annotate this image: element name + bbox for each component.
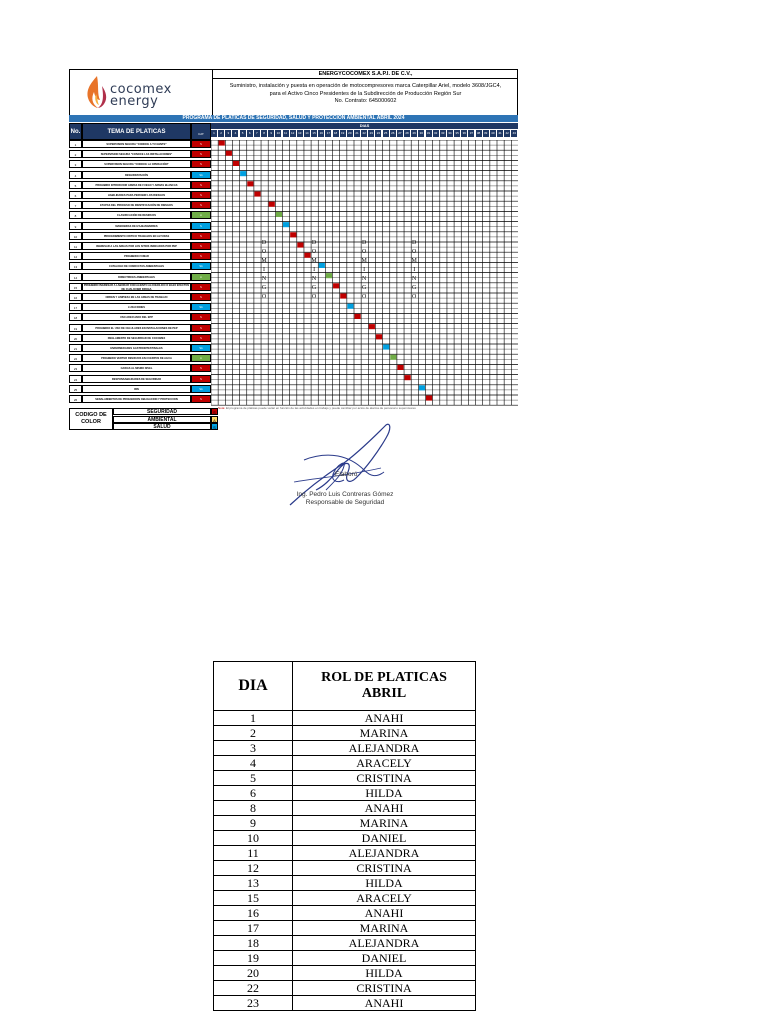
table-row	[214, 741, 476, 756]
table-row	[214, 966, 476, 981]
column-header-no: No.	[69, 123, 82, 140]
sunday-letter: D	[261, 240, 267, 246]
signer-name: Ing. Pedro Luis Contreras Gómez	[296, 491, 394, 498]
sunday-letter: O	[412, 294, 417, 300]
speaker-cell: HILDA	[293, 786, 476, 801]
day-number: 28	[405, 131, 409, 135]
topic-category: SA	[191, 171, 211, 179]
table-row	[214, 891, 476, 906]
scheduled-talk-cell	[390, 355, 396, 360]
sunday-letter: O	[412, 249, 417, 255]
scheduled-talk-cell	[269, 202, 275, 207]
topic-category: S	[191, 293, 211, 301]
topic-title: SUPERVISION SEGURA "CONOCE LAS INSTALACIONES"	[82, 150, 191, 158]
scheduled-talk-cell	[226, 151, 232, 156]
day-cell: 20	[214, 966, 293, 981]
day-number: 36	[462, 131, 466, 135]
column-header-rol	[293, 662, 476, 711]
note-text: El programa de platicas puede variar en función de las actividades en trabajo y puede cambiar por actos de alarma de personal o supervisores	[226, 406, 416, 410]
topic-category: SA	[191, 262, 211, 270]
company-name: ENERGYCOCOMEX S.A.P.I. DE C.V.,	[213, 71, 518, 79]
speaker-cell: HILDA	[293, 876, 476, 891]
topic-category: S	[191, 222, 211, 230]
speaker-cell: ARACELY	[293, 756, 476, 771]
topic-category: SA	[191, 344, 211, 352]
sunday-letter: O	[261, 249, 267, 255]
rol-title-line-2: ABRIL	[361, 686, 407, 701]
day-cell: 13	[214, 876, 293, 891]
day-number: 26	[391, 131, 395, 135]
scheduled-talk-cell	[219, 141, 225, 146]
scheduled-talk-cell	[426, 396, 432, 401]
topic-title: USO ADECUADO DEL EPP	[82, 313, 191, 321]
topic-title: PROCEDIMIENTO CRITICO TRABAJOS EN ALTURAS	[82, 232, 191, 240]
scheduled-talk-cell	[383, 345, 389, 350]
scheduled-talk-cell	[355, 314, 361, 319]
table-row	[214, 951, 476, 966]
speaker-cell: ANAHI	[293, 996, 476, 1011]
topic-number: 20	[69, 334, 82, 342]
column-header-tema: TEMA DE PLATICAS	[82, 123, 191, 140]
sunday-letter: M	[311, 258, 317, 264]
topic-number: 6	[69, 191, 82, 199]
day-number: 37	[469, 131, 474, 135]
topic-title: ENFERMEDADES GASTROINTESTINALES	[82, 344, 191, 352]
table-row	[214, 756, 476, 771]
table-row	[214, 906, 476, 921]
topic-category: S	[191, 160, 211, 168]
topic-number: 4	[69, 171, 82, 179]
day-number: 35	[455, 131, 459, 135]
topic-category: S	[191, 242, 211, 250]
sunday-letter: M	[411, 258, 417, 264]
table-row	[214, 981, 476, 996]
scheduled-talk-cell	[419, 385, 425, 390]
scheduled-talk-cell	[333, 283, 339, 288]
day-number: 6	[247, 130, 253, 137]
scheduled-talk-cell	[397, 365, 403, 370]
topic-number: 18	[69, 313, 82, 321]
day-number: 43	[512, 131, 516, 135]
table-row	[214, 771, 476, 786]
topic-title: DIRECTRICES AMBIENTALES	[82, 273, 191, 281]
topic-title: PROHIBIDO FUMAR	[82, 252, 191, 260]
sunday-letter: M	[361, 258, 367, 264]
topic-category: SA	[191, 385, 211, 393]
signer-role: Responsable de Seguridad	[305, 499, 385, 506]
speaker-cell: ARACELY	[293, 891, 476, 906]
day-number: 24	[376, 131, 381, 135]
topic-number: 11	[69, 242, 82, 250]
sunday-letter: N	[261, 276, 267, 282]
topic-title: INGRESAR A LAS AREAS POR LOS SITIOS INDICADOS POR PEP	[82, 242, 191, 250]
topic-title: SUPERVISION SEGURA "CONOCE A TU GENTE"	[82, 140, 191, 148]
speaker-cell: ANAHI	[293, 711, 476, 726]
sunday-letter: G	[261, 285, 267, 291]
day-number: 8	[261, 130, 267, 137]
speaker-cell: DANIEL	[293, 951, 476, 966]
table-row	[214, 921, 476, 936]
day-number: 30	[419, 131, 424, 135]
sunday-letter: I	[313, 267, 316, 273]
sunday-letter: D	[311, 240, 317, 246]
topic-number: 10	[69, 232, 82, 240]
topic-category: S	[191, 334, 211, 342]
topic-category: SA	[191, 303, 211, 311]
topic-number: 23	[69, 364, 82, 372]
day-number: 40	[491, 131, 495, 135]
topic-category: S	[191, 232, 211, 240]
day-cell: 22	[214, 981, 293, 996]
table-row	[214, 936, 476, 951]
scheduled-talk-cell	[290, 232, 296, 237]
speaker-cell: MARINA	[293, 816, 476, 831]
topic-number: 17	[69, 303, 82, 311]
scheduled-talk-cell	[304, 253, 310, 258]
program-title: PROGRAMA DE PLATICAS DE SEGURIDAD, SALUD Y PROTECCIÓN AMBIENTAL ABRIL 2024	[69, 115, 518, 122]
scheduled-talk-cell	[405, 375, 411, 380]
topic-category: S	[191, 324, 211, 332]
topic-title: RESPONSABILIDADES DE SEGURIDAD	[82, 375, 191, 383]
table-row	[214, 801, 476, 816]
topic-number: 22	[69, 354, 82, 362]
topic-category: S	[191, 150, 211, 158]
topic-number: 24	[69, 375, 82, 383]
day-number: 17	[326, 131, 331, 135]
topic-title: IDIS	[82, 385, 191, 393]
scheduled-talk-cell	[347, 304, 353, 309]
speaker-cell: MARINA	[293, 921, 476, 936]
topic-title: ORDEN Y LIMPIEZA EN LAS AREAS DE TRABAJO	[82, 293, 191, 301]
table-row	[214, 861, 476, 876]
topic-category: A	[191, 354, 211, 362]
day-number: 10	[276, 131, 281, 135]
topic-title: DESHIDRATACIÓN	[82, 171, 191, 179]
table-row	[214, 831, 476, 846]
day-cell: 6	[214, 786, 293, 801]
topic-category: S	[191, 313, 211, 321]
day-number: 22	[362, 131, 366, 135]
day-number: 31	[426, 131, 431, 135]
topic-number: 12	[69, 252, 82, 260]
day-number: 21	[355, 131, 359, 135]
scheduled-talk-cell	[247, 181, 253, 186]
sunday-letter: I	[263, 267, 266, 273]
contract-line-1: Suministro, instalación y puesta en operación de motocompresores marca Caterpillar Ariel, modelo 3608/JGC4,	[229, 83, 502, 89]
day-cell: 12	[214, 861, 293, 876]
day-cell: 19	[214, 951, 293, 966]
day-number: 29	[412, 131, 416, 135]
table-row	[214, 786, 476, 801]
speaker-cell: ALEJANDRA	[293, 936, 476, 951]
scheduled-talk-cell	[240, 171, 246, 176]
document-header	[69, 69, 518, 116]
day-number: 38	[476, 131, 481, 135]
topic-number: 1	[69, 140, 82, 148]
day-number: 39	[484, 131, 488, 135]
topic-number: 9	[69, 222, 82, 230]
sunday-letter: N	[412, 276, 417, 282]
topic-number: 3	[69, 160, 82, 168]
topic-number: 21	[69, 344, 82, 352]
day-cell: 5	[214, 771, 293, 786]
table-row	[214, 816, 476, 831]
day-number: 19	[341, 131, 345, 135]
legend-label: AMBIENTAL	[113, 416, 211, 423]
topic-title: MANIOBRAS DE IZAJE/AMARRES	[82, 222, 191, 230]
day-number: 14	[305, 131, 309, 135]
day-cell: 2	[214, 726, 293, 741]
day-number: 18	[333, 131, 338, 135]
topic-number: 14	[69, 273, 82, 281]
flame-logo-icon	[84, 74, 110, 110]
day-cell: 18	[214, 936, 293, 951]
scheduled-talk-cell	[254, 192, 260, 197]
topic-category: S	[191, 375, 211, 383]
program-sheet	[69, 69, 518, 432]
sunday-letter: G	[361, 285, 367, 291]
day-cell: 17	[214, 921, 293, 936]
topic-number: 5	[69, 181, 82, 189]
day-number: 23	[369, 131, 373, 135]
sunday-letter: G	[412, 285, 417, 291]
day-number: 1	[211, 130, 217, 137]
topic-category: S	[191, 191, 211, 199]
day-cell: 1	[214, 711, 293, 726]
legend-label: SALUD	[113, 423, 211, 430]
topic-number: 19	[69, 324, 82, 332]
day-number: 33	[441, 131, 445, 135]
day-number: 41	[498, 131, 502, 135]
scheduled-talk-cell	[297, 243, 303, 248]
topic-number: 25	[69, 385, 82, 393]
topic-number: 13	[69, 262, 82, 270]
topic-title: PROHIBIDO VERTER RESIDUOS EN CUERPOS DE AGUA	[82, 354, 191, 362]
table-row	[214, 726, 476, 741]
table-row	[214, 876, 476, 891]
speaker-cell: CRISTINA	[293, 981, 476, 996]
speaker-cell: ALEJANDRA	[293, 741, 476, 756]
sunday-letter: O	[311, 294, 317, 300]
scheduled-talk-cell	[233, 161, 239, 166]
day-number: 25	[383, 131, 388, 135]
scheduled-talk-cell	[376, 334, 382, 339]
rol-title-line-1: ROL DE PLATICAS	[321, 670, 447, 685]
day-number: 4	[232, 130, 238, 137]
sunday-letter: I	[413, 267, 416, 273]
sunday-letter: D	[361, 240, 367, 246]
topic-number: 8	[69, 211, 82, 219]
table-row	[214, 846, 476, 861]
speaker-cell: HILDA	[293, 966, 476, 981]
sunday-letter: M	[261, 258, 267, 264]
topic-number: 15	[69, 283, 82, 291]
sunday-letter: O	[261, 294, 267, 300]
topic-number: 26	[69, 395, 82, 403]
topic-title: LUXACIONES	[82, 303, 191, 311]
table-row	[214, 996, 476, 1011]
scheduled-talk-cell	[276, 212, 282, 217]
day-number: 32	[433, 131, 438, 135]
column-header-dias: DIAS	[211, 123, 518, 129]
elaboro-label: Elaboró	[335, 471, 358, 478]
column-header-dia: DIA	[214, 662, 293, 711]
topic-title: PROHIBIDO INTRODUCIR ARMAS DE FUEGO Y ARMAS BLANCAS	[82, 181, 191, 189]
scheduled-talk-cell	[369, 324, 375, 329]
topic-title: PROHIBIDO EL USO DE CELULARES EN INSTALACIONES DE PEP	[82, 324, 191, 332]
speaker-cell: DANIEL	[293, 831, 476, 846]
day-cell: 15	[214, 891, 293, 906]
topic-category: S	[191, 364, 211, 372]
day-number: 2	[218, 130, 224, 137]
speaker-cell: ANAHI	[293, 801, 476, 816]
day-cell: 4	[214, 756, 293, 771]
day-number-header	[211, 130, 518, 138]
legend-swatch: S	[211, 423, 218, 430]
sunday-letter: O	[311, 249, 317, 255]
column-header-category: CAT	[191, 123, 211, 140]
speaker-cell: MARINA	[293, 726, 476, 741]
topic-title: SUPERVISION SEGURA "CONOCE LA OPERACIÓN"	[82, 160, 191, 168]
topic-category: S	[191, 201, 211, 209]
topic-category: A	[191, 273, 211, 281]
sunday-letter: N	[361, 276, 367, 282]
topic-title: ETAPAS DEL PROCESO DE IDENTIFICACIÓN DE RIESGOS	[82, 201, 191, 209]
logo-text-cocomex: cocomex	[110, 82, 172, 97]
day-number: 9	[268, 130, 274, 137]
day-cell: 3	[214, 741, 293, 756]
day-cell: 11	[214, 846, 293, 861]
scheduled-talk-cell	[283, 222, 289, 227]
rol-de-platicas-table	[213, 661, 476, 1024]
logo	[70, 70, 213, 115]
day-number: 16	[319, 131, 323, 135]
topic-number: 2	[69, 150, 82, 158]
day-number: 20	[348, 131, 352, 135]
speaker-cell: ANAHI	[293, 906, 476, 921]
day-cell: 23	[214, 996, 293, 1011]
topic-number: 7	[69, 201, 82, 209]
contract-line-3: No. Contrato: 645000602	[334, 98, 397, 104]
topic-title: REGLAMENTO DE SEGURIDAD DE COCOMEX	[82, 334, 191, 342]
logo-text-energy: energy	[110, 94, 159, 109]
topic-title: SENALAMIENTOS DE PROHIBICION OBLIGACION Y PROTECCION	[82, 395, 191, 403]
day-number: 15	[312, 131, 316, 135]
topic-category: A	[191, 211, 211, 219]
topic-title: HABILIDADES PARA PERCIBIR LOS RIESGOS	[82, 191, 191, 199]
day-number: 12	[290, 131, 295, 135]
topic-category: S	[191, 140, 211, 148]
sunday-letter: I	[363, 267, 366, 273]
legend-label: SEGURIDAD	[113, 408, 211, 415]
sunday-letter: O	[361, 249, 367, 255]
note-prefix: Nota:	[218, 406, 226, 410]
day-cell: 9	[214, 816, 293, 831]
topic-category: S	[191, 181, 211, 189]
program-note	[218, 406, 518, 410]
day-number: 27	[398, 131, 402, 135]
day-number: 3	[225, 130, 231, 137]
sunday-letter: G	[311, 285, 317, 291]
day-cell: 10	[214, 831, 293, 846]
day-number: 13	[298, 131, 302, 135]
sunday-letter: N	[311, 276, 317, 282]
day-cell: 16	[214, 906, 293, 921]
scheduled-talk-cell	[326, 273, 332, 278]
topic-category: S	[191, 395, 211, 403]
topic-number: 16	[69, 293, 82, 301]
day-number: 42	[505, 131, 509, 135]
topic-title: CATALOGO DE CONDUCTAS AMBIENTALES	[82, 262, 191, 270]
contract-line-2: para el Activo Cinco Presidentes de la Subdirección de Producción Región Sur	[269, 90, 462, 97]
legend-swatch: S	[211, 408, 218, 415]
table-row	[214, 711, 476, 726]
scheduled-talk-cell	[319, 263, 325, 268]
sunday-letter: O	[361, 294, 367, 300]
day-cell: 8	[214, 801, 293, 816]
day-number: 11	[283, 131, 288, 135]
speaker-cell: ALEJANDRA	[293, 846, 476, 861]
scheduled-talk-cell	[340, 294, 346, 299]
topic-category: S	[191, 283, 211, 291]
speaker-cell: CRISTINA	[293, 771, 476, 786]
topic-title: CAIDAS AL MISMO NIVEL	[82, 364, 191, 372]
topic-title: PROHIBIDO INGRESAR A LABORAR CON ALIENTO ALCOHOLICO O BAJO EFECTOS DE CUALQUIER DROGA	[83, 284, 190, 291]
legend-swatch: A	[211, 416, 218, 423]
topic-title: CLASIFICACIÓN DE RESIDUOS	[82, 211, 191, 219]
speaker-cell: CRISTINA	[293, 861, 476, 876]
day-number: 7	[254, 130, 260, 137]
sunday-letter: D	[412, 240, 417, 246]
day-number: 5	[240, 130, 246, 137]
color-code-label: CODIGO DE COLOR	[69, 408, 113, 430]
day-number: 34	[448, 131, 452, 135]
contract-description	[213, 83, 518, 106]
topic-category: S	[191, 252, 211, 260]
